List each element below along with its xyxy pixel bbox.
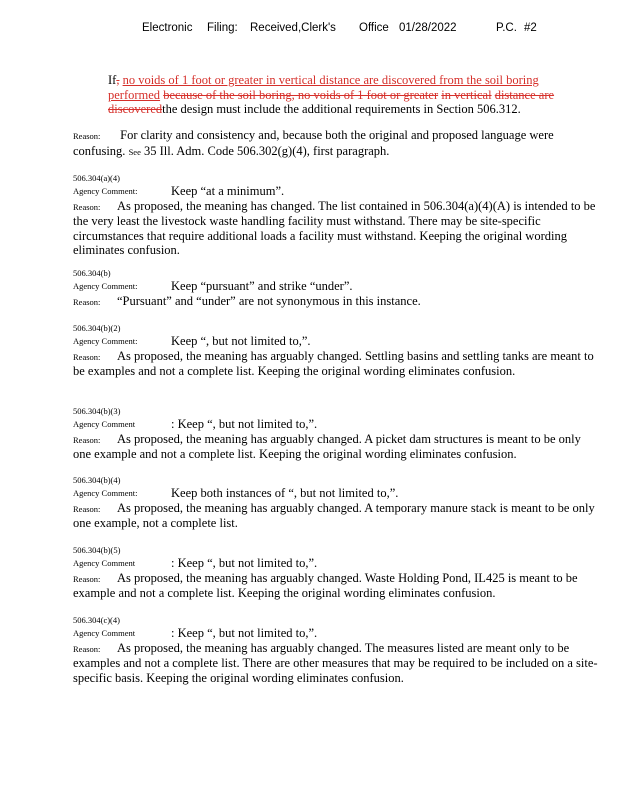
section-id: 506.304(b) (73, 268, 111, 278)
section-b4 (73, 474, 598, 531)
agency-comment-text: Keep “pursuant” and strike “under”. (171, 279, 353, 293)
section-id: 506.304(a)(4) (73, 173, 120, 183)
see-label: See (128, 146, 141, 157)
reason-text: “Pursuant” and “under” are not synonymous in this instance. (117, 293, 421, 308)
section-b2 (73, 322, 598, 379)
section-id: 506.304(b)(4) (73, 475, 121, 485)
first-reason (73, 128, 598, 159)
section-b5 (73, 544, 598, 601)
agency-comment-text: : Keep “, but not limited to,”. (171, 417, 318, 431)
reason-label: Reason: (73, 296, 101, 307)
first-reason-text-1: For clarity and consistency and, because both the original and proposed language were confusing. (73, 128, 554, 158)
agency-comment-label: Agency Comment: (73, 186, 138, 196)
reason-label: Reason: (73, 643, 101, 654)
header-received: Received,Clerk's (250, 22, 336, 34)
agency-comment-text: : Keep “, but not limited to,”. (171, 556, 318, 570)
intro-if: If (108, 73, 117, 87)
agency-comment-label: Agency Comment (73, 558, 136, 568)
intro-paragraph (108, 73, 578, 117)
intro-rest: the design must include the additional requirements in Section 506.312. (162, 102, 521, 116)
agency-comment-text: : Keep “, but not limited to,”. (171, 626, 318, 640)
header-pc: P.C. (496, 22, 517, 34)
reason-label: Reason: (73, 573, 101, 584)
section-b (73, 267, 598, 309)
page-header (0, 22, 618, 36)
agency-comment-label: Agency Comment (73, 628, 136, 638)
section-a4 (73, 172, 598, 258)
deleted-text-2: in vertical (441, 87, 492, 102)
agency-comment-label: Agency Comment: (73, 336, 138, 346)
reason-text: As proposed, the meaning has arguably changed. The measures listed are meant only to be examples and not a complete list. There are other measures that may be required to be included on a site-specific basis. Keeping the original wording eliminates confusion. (73, 640, 598, 685)
deleted-text-1: because of the soil boring, no voids of 1 foot or greater (163, 87, 439, 102)
reason-text: As proposed, the meaning has arguably changed. Settling basins and settling tanks are meant to be examples and not a complete list. Keeping the original wording eliminates confusion. (73, 348, 594, 378)
section-id: 506.304(b)(3) (73, 406, 121, 416)
reason-text: As proposed, the meaning has arguably changed. Waste Holding Pond, IL425 is meant to be example and not a complete list. Keeping the original wording eliminates confusion. (73, 570, 578, 600)
inserted-text: no voids of 1 foot or greater in vertical distance are discovered from the soil boring performed (108, 73, 539, 102)
header-pc-number: #2 (524, 22, 537, 34)
section-id: 506.304(b)(5) (73, 545, 121, 555)
reason-label: Reason: (73, 201, 101, 212)
section-c4 (73, 614, 598, 685)
deleted-comma: , (116, 73, 120, 87)
agency-comment-text: Keep “at a minimum”. (171, 184, 285, 198)
reason-text: As proposed, the meaning has changed. The list contained in 506.304(a)(4)(A) is intended to be the very least the livestock waste handling facility must withstand. There may be site-specific circumstances that require additional loads a facility must withstand. Keeping the original wording eliminates confusion. (73, 198, 596, 257)
reason-label: Reason: (73, 434, 101, 445)
agency-comment-text: Keep both instances of “, but not limited to,”. (171, 486, 399, 500)
agency-comment-label: Agency Comment: (73, 281, 138, 291)
section-id: 506.304(c)(4) (73, 615, 120, 625)
section-b3 (73, 405, 598, 462)
first-reason-text-2: 35 Ill. Adm. Code 506.302(g)(4), first paragraph. (143, 143, 390, 158)
header-office: Office (359, 22, 389, 34)
reason-label: Reason: (73, 503, 101, 514)
agency-comment-text: Keep “, but not limited to,”. (171, 334, 311, 348)
reason-text: As proposed, the meaning has arguably changed. A temporary manure stack is meant to be only one example, not a complete list. (73, 500, 595, 530)
reason-label: Reason: (73, 351, 101, 362)
section-id: 506.304(b)(2) (73, 323, 121, 333)
deleted-text-3: distance are discovered (108, 87, 555, 116)
header-filing: Filing: (207, 22, 238, 34)
reason-label: Reason: (73, 131, 101, 141)
agency-comment-label: Agency Comment: (73, 488, 138, 498)
reason-text: As proposed, the meaning has arguably changed. A picket dam structures is meant to be only one example and not a complete list. Keeping the original wording eliminates confusion. (73, 431, 581, 461)
header-electronic: Electronic (142, 22, 193, 34)
header-date: 01/28/2022 (399, 22, 457, 34)
agency-comment-label: Agency Comment (73, 419, 136, 429)
